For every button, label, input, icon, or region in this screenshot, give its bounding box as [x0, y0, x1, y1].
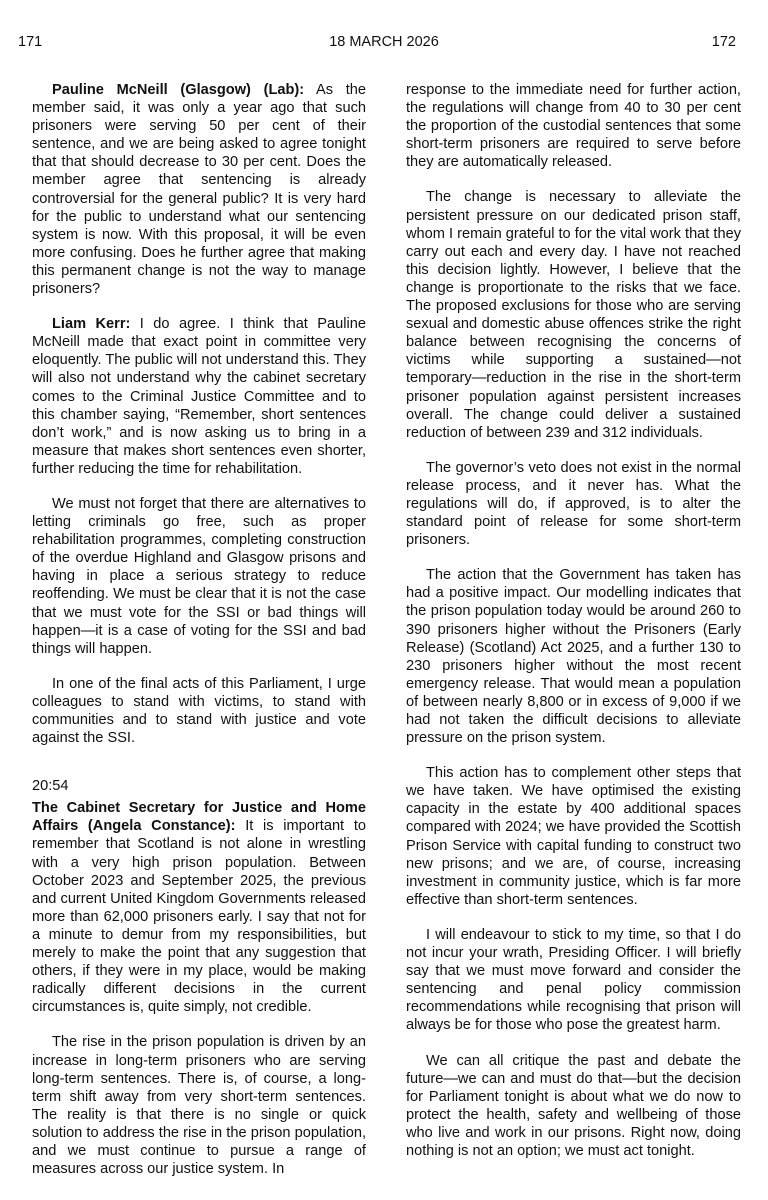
- speech-paragraph: [32, 315, 366, 478]
- speech-paragraph: I will endeavour to stick to my time, so that I do not incur your wrath, Presiding Officer. I will briefly say that we must move forward and consider the sentencing and penal policy commission recommendations while recognising that prison will always be for those who pose the greatest harm.: [406, 926, 741, 1034]
- speech-paragraph: This action has to complement other steps that we have taken. We have optimised the existing capacity in the estate by 400 additional spaces compared with 2024; we have provided the Scottish Prison Service with capital funding to construct two new prisons; and we are, of course, increasing investment in community justice, which is far more effective than short-term sentences.: [406, 765, 741, 908]
- speech-text: I do agree. I think that Pauline McNeill made that exact point in committee very eloquently. The public will not understand this. They will also not understand why the cabinet secretary comes to the Criminal Justice Committee and to this chamber saying, “Remember, short sentences don’t work,” and is now asking us to bring in a measure that makes short sentences even shorter, further reducing the time for rehabilitation.: [32, 316, 366, 477]
- timestamp: 20:54: [32, 778, 69, 795]
- speech-paragraph: The governor’s veto does not exist in the normal release process, and it never has. What the regulations will do, if approved, is to alter the standard point of release for some short-term prisoners.: [406, 459, 741, 549]
- speaker-name: Pauline McNeill (Glasgow) (Lab):: [52, 82, 305, 98]
- page-number-right: 172: [711, 34, 736, 50]
- speech-text: As the member said, it was only a year ago that such prisoners were serving 50 per cent of their sentence, and we are being asked to agree tonight that that should decrease to 30 per cent. Does the member agree that sentencing is already controversial for the general public? It is very hard for the public to understand what our sentencing system is now. With this proposal, it will be even more confusing. Does he further agree that making this permanent change is not the way to manage prisoners?: [32, 82, 366, 298]
- speech-paragraph: response to the immediate need for further action, the regulations will change from 40 to 30 per cent the proportion of the custodial sentences that some short-term prisoners are required to serve before they are automatically released.: [406, 82, 741, 171]
- right-column: [406, 81, 741, 1177]
- speech-paragraph: The change is necessary to alleviate the persistent pressure on our dedicated prison staff, whom I remain grateful to for the vital work that they carry out each and every day. I have not reached this decision lightly. However, I believe that the change is proportionate to the risks that we face. The proposed exclusions for those who are serving sexual and domestic abuse offences strike the right balance between recognising the concerns of victims while supporting a sustained—not temporary—reduction in the rise in the short-term prisoner population against persistent increases overall. The change could deliver a sustained reduction of between 239 and 312 individuals.: [406, 189, 741, 441]
- speech-paragraph: The action that the Government has taken has had a positive impact. Our modelling indicates that the prison population today would be around 260 to 390 prisoners higher without the Prisoners (Early Release) (Scotland) Act 2025, and a further 130 to 230 prisoners higher without the most recent emergency release. That would mean a population of between nearly 8,800 or in excess of 9,000 if we had not taken the difficult decisions to alleviate pressure on the prison system.: [406, 567, 741, 747]
- speech-paragraph: The rise in the prison population is driven by an increase in long-term prisoners who are serving long-term sentences. There is, of course, a long-term shift away from very short-term sentences. The reality is that there is no single or quick solution to address the rise in the prison population, and we must continue to pursue a range of measures across our justice system. In: [32, 1034, 366, 1178]
- report-date: 18 MARCH 2026: [329, 34, 439, 50]
- speech-paragraph: We must not forget that there are alternatives to letting criminals go free, such as proper rehabilitation programmes, completing construction of the overdue Highland and Glasgow prisons and having in place a serious strategy to reduce reoffending. We must be clear that it is not the case that we must vote for the SSI or bad things will happen—it is a case of voting for the SSI and bad things will happen.: [32, 495, 366, 657]
- page-number-left: 171: [18, 34, 43, 50]
- speech-text: It is important to remember that Scotland is not alone in wrestling with a very high prison population. Between October 2023 and September 2025, the previous and current United Kingdom Governments released more than 62,000 prisoners early. I say that not for a minute to demur from my responsibilities, but merely to make the point that any suggestion that others, if they were in my place, would be making radically different decisions in the current circumstances is, quite simply, not credible.: [32, 818, 366, 1016]
- speaker-name: Liam Kerr:: [52, 316, 131, 333]
- speaker-name: The Cabinet Secretary for Justice and Home Affairs (Angela Constance):: [32, 800, 366, 835]
- speech-paragraph: We can all critique the past and debate the future—we can and must do that—but the decision for Parliament tonight is about what we do now to protect the health, safety and wellbeing of those who live and work in our prisons. Right now, doing nothing is not an option; we must act tonight.: [406, 1052, 741, 1159]
- left-column: [32, 81, 366, 1195]
- speech-paragraph: In one of the final acts of this Parliament, I urge colleagues to stand with victims, to stand with communities and to stand with justice and vote against the SSI.: [32, 675, 366, 747]
- speech-paragraph: [32, 81, 366, 298]
- speech-paragraph: [32, 799, 366, 1016]
